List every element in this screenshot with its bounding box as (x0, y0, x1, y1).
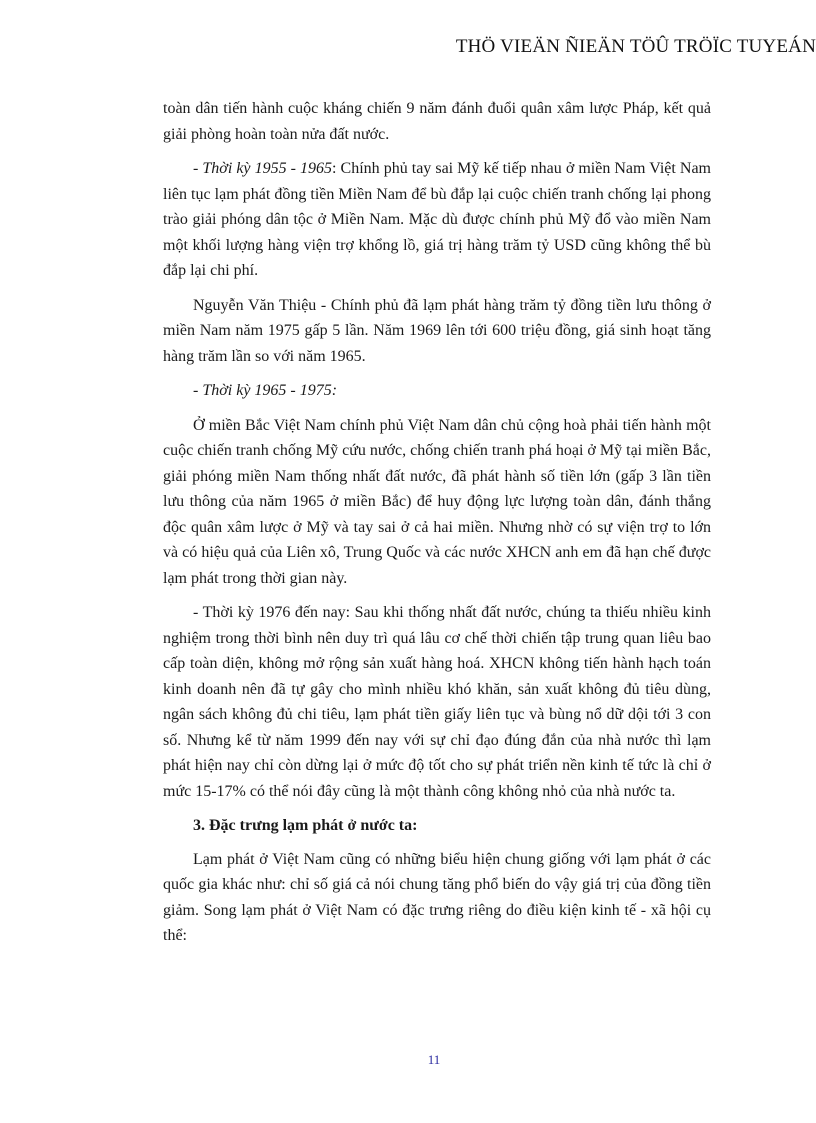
paragraph: Ở miền Bắc Việt Nam chính phủ Việt Nam dân chủ cộng hoà phải tiến hành một cuộc chiến tranh chống Mỹ cứu nước, chống chiến tranh phá hoại ở Mỹ tại miền Bắc, giải phóng miền Nam thống nhất đất nước, đã phát hành số tiền lớn (gấp 3 lần tiền lưu thông của năm 1965 ở miền Bắc) để huy động lực lượng toàn dân, đánh thắng độc quân xâm lược ở Mỹ và tay sai ở cả hai miền. Nhưng nhờ có sự viện trợ to lớn và có hiệu quả của Liên xô, Trung Quốc và các nước XHCN anh em đã hạn chế được lạm phát trong thời gian này. (163, 416, 711, 587)
paragraph (163, 156, 711, 284)
period-label: - Thời kỳ 1955 - 1965 (193, 160, 333, 177)
paragraph: Lạm phát ở Việt Nam cũng có những biểu hiện chung giống với lạm phát ở các quốc gia khác như: chỉ số giá cả nói chung tăng phổ biến do vậy giá trị của đồng tiền giảm. Song lạm phát ở Việt Nam có đặc trưng riêng do điều kiện kinh tế - xã hội cụ thể: (163, 850, 711, 944)
paragraph: toàn dân tiến hành cuộc kháng chiến 9 năm đánh đuổi quân xâm lược Pháp, kết quả giải phòng hoàn toàn nửa đất nước. (163, 100, 711, 143)
page-number: 11 (427, 1052, 441, 1067)
paragraph: - Thời kỳ 1976 đến nay: Sau khi thống nhất đất nước, chúng ta thiếu nhiều kinh nghiệm trong thời bình nên duy trì quá lâu cơ chế thời chiến tập trung quan liêu bao cấp toàn diện, không mở rộng sản xuất hàng hoá. XHCN không tiến hành hạch toán kinh doanh nên đã tự gây cho mình nhiều khó khăn, sản xuất không đủ tiêu dùng, ngân sách không đủ chi tiêu, lạm phát tiền giấy liên tục và bùng nổ dữ dội tới 3 con số. Nhưng kể từ năm 1999 đến nay với sự chỉ đạo đúng đắn của nhà nước thì lạm phát hiện nay chỉ còn dừng lại ở mức độ tốt cho sự phát triển nền kinh tế tức là chỉ ở mức 15-17% có thể nói đây cũng là một thành công không nhỏ của nhà nước ta. (163, 604, 711, 800)
paragraph-text: : Chính phủ tay sai Mỹ kế tiếp nhau ở miền Nam Việt Nam liên tục lạm phát đồng tiền Miền Nam để bù đắp lại cuộc chiến tranh chống lại phong trào giải phóng dân tộc ở Miền Nam. Mặc dù được chính phủ Mỹ đổ vào miền Nam một khối lượng hàng viện trợ khổng lồ, giá trị hàng trăm tỷ USD cũng không thể bù đắp lại chi phí. (163, 160, 711, 279)
header-title: THÖ VIEÄN ÑIEÄN TÖÛ TRÖÏC TUYEÁN (455, 36, 816, 57)
section-heading: 3. Đặc trưng lạm phát ở nước ta: (193, 817, 418, 834)
paragraph: Nguyễn Văn Thiệu - Chính phủ đã lạm phát hàng trăm tỷ đồng tiền lưu thông ở miền Nam năm 1975 gấp 5 lần. Năm 1969 lên tới 600 triệu đồng, giá sinh hoạt tăng hàng trăm lần so với năm 1965. (163, 296, 711, 365)
document-body (163, 96, 711, 958)
period-label: - Thời kỳ 1965 - 1975: (193, 382, 338, 399)
